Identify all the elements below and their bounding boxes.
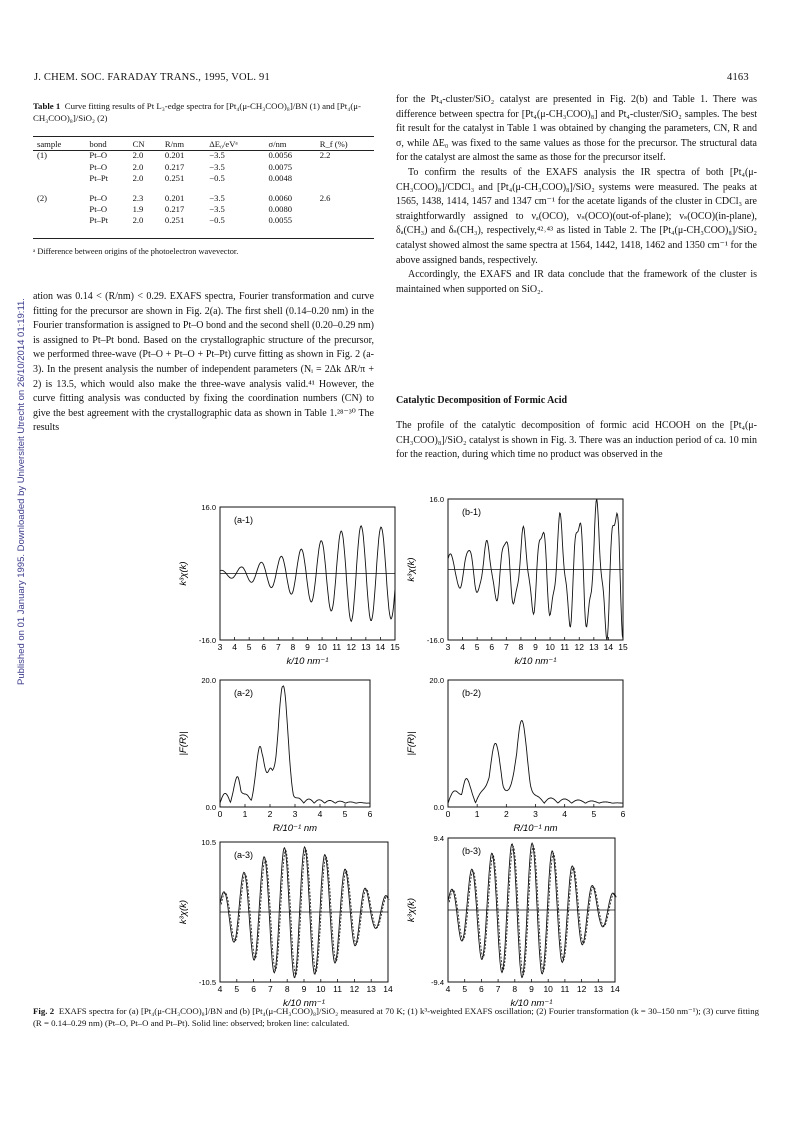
x-tick-label: 4 — [562, 809, 568, 819]
x-tick-label: 11 — [333, 984, 343, 994]
table-cell: 0.251 — [164, 215, 185, 226]
table-cell: 0.0060 — [268, 193, 293, 203]
right-column-text — [396, 93, 757, 297]
x-tick-label: 1 — [242, 809, 248, 819]
x-tick-label: 13 — [589, 642, 599, 652]
x-tick-label: 9 — [305, 642, 310, 652]
table-cell: Pt–O — [89, 150, 108, 161]
table-cell: −3.5 — [209, 161, 225, 172]
x-tick-label: 4 — [232, 642, 237, 652]
table-cell: −0.5 — [209, 173, 225, 184]
y-axis-label: k³χ(k) — [178, 561, 189, 586]
table-cell: (2) — [37, 193, 48, 203]
table-header-cell: CN — [132, 138, 145, 149]
table-cell: 0.251 — [164, 173, 185, 184]
y-tick-label: -16.0 — [198, 636, 216, 645]
panel-label: (b-2) — [462, 688, 482, 698]
x-tick-label: 14 — [375, 642, 386, 652]
table-cell: 0.201 — [164, 150, 185, 161]
x-tick-label: 15 — [618, 642, 628, 652]
table-cell: 2.0 — [132, 215, 144, 226]
table-cell: Pt–O — [89, 193, 108, 203]
x-tick-label: 13 — [361, 642, 371, 652]
y-tick-label: 0.0 — [433, 803, 444, 812]
table-cell: 1.9 — [132, 203, 144, 214]
x-tick-label: 4 — [445, 984, 451, 994]
table-cell: 0.217 — [164, 161, 185, 172]
x-tick-label: 10 — [316, 984, 326, 994]
panel-label: (b-3) — [462, 846, 482, 856]
plot-frame — [220, 680, 370, 807]
table-row — [33, 203, 374, 215]
table-header-cell: ΔE₀/eVᵃ — [209, 138, 238, 149]
x-tick-label: 0 — [445, 809, 451, 819]
y-axis-label: k³χ(k) — [406, 557, 417, 582]
x-tick-label: 1 — [474, 809, 480, 819]
paragraph: ation was 0.14 < (R/nm) < 0.29. EXAFS spectra, Fourier transformation and curve fitting for the precursor are shown in Fig. 2(a). The first shell (0.14–0.20 nm) in the Fourier transformation is assigned to Pt–O bond and the second shell (0.20–0.29 nm) is assigned to Pt–Pt bond. Based on the crystallographic structure of the precursor, we performed three-wave (Pt–O + Pt–O + Pt–Pt) curve fitting as shown in Fig. 2 (a-3). In the present analysis the number of independent parameters (Nᵢ = 2Δk ΔR/π + 2) is 13.5, which would also make the three-wave analysis valid.⁴¹ However, the curve fitting analysis was conducted by fixing the coordination numbers (CN) to give the best agreement with the crystallographic data as shown in Table 1.²⁸⁻³⁰ The results — [33, 291, 374, 434]
table-header-cell: sample — [37, 138, 62, 149]
y-tick-label: 0.0 — [205, 803, 216, 812]
x-axis-label: k/10 nm⁻¹ — [514, 656, 557, 667]
observed-line — [448, 721, 623, 804]
x-tick-label: 9 — [533, 642, 538, 652]
paragraph: for the Pt₄-cluster/SiO₂ catalyst are presented in Fig. 2(b) and Table 1. There was difference between spectra for [Pt₄(μ-CH₃COO)₈] and Pt₄-cluster/SiO₂ samples. The best fit result for the catalyst in Table 1 was obtained by changing the parameters, CN, R and σ, while ΔE₀ was fixed to the same values as those for the precursor. The structural data for the catalyst are almost the same as those for the precursor itself. — [396, 94, 757, 164]
x-tick-label: 8 — [284, 984, 290, 994]
right-column-text-2: The profile of the catalytic decomposition of formic acid HCOOH on the [Pt₄(μ-CH₃COO)₈]/SiO₂ catalyst is shown in Fig. 3. There was an induction period of ca. 10 min for the reaction, during which time no product was observed in the — [396, 420, 757, 461]
x-tick-label: 10 — [545, 642, 555, 652]
x-tick-label: 9 — [529, 984, 534, 994]
x-tick-label: 4 — [460, 642, 465, 652]
x-tick-label: 11 — [560, 642, 570, 652]
x-tick-label: 13 — [366, 984, 376, 994]
table-cell: Pt–O — [89, 203, 108, 214]
y-axis-label: k³χ(k) — [178, 899, 189, 925]
x-tick-label: 6 — [620, 809, 626, 819]
panel-label: (a-1) — [234, 515, 254, 525]
panel-label: (a-3) — [234, 850, 254, 860]
x-tick-label: 9 — [301, 984, 307, 994]
table-cell: Pt–O — [89, 161, 108, 172]
y-axis-label: |F(R)| — [406, 731, 417, 756]
table-cell: −3.5 — [209, 150, 225, 161]
table-cell: 0.201 — [164, 193, 185, 203]
x-tick-label: 10 — [543, 984, 553, 994]
paragraph: Accordingly, the EXAFS and IR data conclude that the framework of the cluster is maintained when supported on SiO₂. — [396, 269, 757, 295]
x-tick-label: 6 — [261, 642, 267, 652]
x-tick-label: 13 — [593, 984, 604, 994]
table-header-cell: σ/nm — [268, 138, 287, 149]
x-tick-label: 2 — [267, 809, 273, 819]
x-tick-label: 6 — [489, 642, 495, 652]
x-tick-label: 3 — [445, 642, 451, 652]
table-rule-bottom — [33, 238, 374, 239]
download-watermark: Published on 01 January 1995. Downloaded by Universiteit Utrecht on 26/10/2014 01:19:11. — [16, 298, 27, 685]
y-tick-label: 20.0 — [201, 676, 216, 685]
left-column-text — [33, 290, 374, 436]
table-header-cell: bond — [89, 138, 107, 149]
panel-label: (b-1) — [462, 507, 482, 517]
x-tick-label: 12 — [576, 984, 587, 994]
y-tick-label: -9.4 — [431, 978, 444, 987]
paragraph: To confirm the results of the EXAFS analysis the IR spectra of both [Pt₄(μ-CH₃COO)₈]/CDCl₃ and [Pt₄(μ-CH₃COO)₈]/SiO₂ systems were measured. The peaks at 1565, 1438, 1414, 1457 and 1347 cm⁻¹ for the acetate ligands of the cluster in CDCl₃ are straightforwardly assigned to νₐ(OCO), νₛ(OCO)(out-of-plane); νₛ(OCO)(in-plane), δₐ(CH₃) and δₛ(CH₃), respectively,⁴²˒⁴³ as listed in Table 2. The [Pt₄(μ-CH₃COO)₈]/SiO₂ catalyst showed almost the same spectra at 1564, 1442, 1418, 1462 and 1350 cm⁻¹ for the above assigned bands, respectively. — [396, 166, 757, 266]
x-tick-label: 5 — [234, 984, 240, 994]
table-cell: 0.0056 — [268, 150, 293, 161]
x-tick-label: 3 — [217, 642, 223, 652]
section-title: Catalytic Decomposition of Formic Acid — [396, 395, 568, 406]
table-cell: 2.0 — [132, 173, 144, 184]
x-tick-label: 14 — [383, 984, 393, 994]
x-tick-label: 6 — [479, 984, 484, 994]
y-tick-label: -16.0 — [426, 636, 444, 645]
table-cell — [316, 203, 374, 215]
x-tick-label: 5 — [474, 642, 480, 652]
table-rule-top — [33, 136, 374, 137]
table-cell — [33, 215, 85, 227]
table-cell: 2.6 — [319, 193, 331, 203]
x-tick-label: 15 — [390, 642, 400, 652]
x-tick-label: 5 — [591, 809, 597, 819]
observed-line — [220, 686, 370, 803]
table-cell: 0.217 — [164, 203, 185, 214]
table-cell: 0.0080 — [268, 203, 293, 214]
x-tick-label: 5 — [342, 809, 348, 819]
x-tick-label: 4 — [317, 809, 323, 819]
x-axis-label: R/10⁻¹ nm — [513, 823, 558, 834]
table1-caption: Table 1 Curve fitting results of Pt L₃-edge spectra for [Pt₄(μ-CH₃COO)₈]/BN (1) and [Pt₄(μ-CH₃COO)₈]/SiO₂ (2) — [33, 101, 361, 123]
table-cell — [33, 161, 85, 173]
y-tick-label: 9.4 — [433, 834, 444, 843]
table-header-cell: R_f (%) — [319, 138, 348, 149]
y-tick-label: 16.0 — [429, 495, 444, 504]
x-tick-label: 12 — [346, 642, 356, 652]
x-tick-label: 4 — [217, 984, 223, 994]
x-tick-label: 5 — [246, 642, 252, 652]
x-axis-label: k/10 nm⁻¹ — [283, 998, 325, 1009]
table-cell: 0.0055 — [268, 215, 293, 226]
x-tick-label: 11 — [332, 642, 342, 652]
table-cell: 2.2 — [319, 150, 331, 161]
table-header-row — [33, 138, 374, 150]
x-tick-label: 10 — [317, 642, 327, 652]
table-row — [33, 173, 374, 185]
table-cell — [33, 203, 85, 215]
x-tick-label: 7 — [275, 642, 281, 652]
y-tick-label: 16.0 — [201, 503, 216, 512]
table-header-cell: R/nm — [164, 138, 185, 149]
x-tick-label: 5 — [462, 984, 468, 994]
table-cell: (1) — [37, 150, 48, 161]
table-row — [33, 215, 374, 227]
y-tick-label: 10.5 — [201, 838, 216, 847]
table-cell: 0.0048 — [268, 173, 293, 184]
table-cell: 2.0 — [132, 150, 144, 161]
y-axis-label: k³χ(k) — [406, 897, 417, 923]
x-tick-label: 3 — [292, 809, 298, 819]
x-tick-label: 14 — [603, 642, 614, 652]
page-number: 4163 — [727, 72, 749, 83]
x-tick-label: 8 — [512, 984, 518, 994]
table-cell: Pt–Pt — [89, 173, 109, 184]
table-row — [33, 184, 374, 203]
table1-footnote: ᵃ Difference between origins of the photoelectron wavevector. — [33, 247, 239, 256]
table-cell — [316, 161, 374, 173]
x-axis-label: k/10 nm⁻¹ — [286, 656, 329, 667]
x-tick-label: 7 — [268, 984, 273, 994]
table-row — [33, 150, 374, 162]
journal-header: J. CHEM. SOC. FARADAY TRANS., 1995, VOL. 91 — [34, 72, 270, 83]
table-cell: −3.5 — [209, 203, 225, 214]
x-tick-label: 3 — [533, 809, 538, 819]
figure-caption: Fig. 2 EXAFS spectra for (a) [Pt₄(μ-CH₃COO)₈]/BN and (b) [Pt₄(μ-CH₃COO)₈]/SiO₂ measured at 70 K; (1) k³-weighted EXAFS oscillation; (2) Fourier transformation (k = 30–150 nm⁻¹); (3) curve fitting (R = 0.14–0.29 nm) (Pt–O, Pt–O and Pt–Pt). Solid line: observed; broken line: calculated. — [33, 1006, 760, 1028]
table-cell — [316, 173, 374, 185]
x-tick-label: 12 — [574, 642, 584, 652]
x-tick-label: 2 — [503, 809, 509, 819]
x-axis-label: k/10 nm⁻¹ — [510, 998, 553, 1009]
table-cell: 2.3 — [132, 193, 144, 203]
x-tick-label: 12 — [349, 984, 360, 994]
y-axis-label: |F(R)| — [178, 731, 189, 756]
x-tick-label: 11 — [560, 984, 570, 994]
x-tick-label: 14 — [610, 984, 620, 994]
figure-2 — [0, 490, 792, 1010]
table-cell: −0.5 — [209, 215, 225, 226]
table-cell: 2.0 — [132, 161, 144, 172]
y-tick-label: 20.0 — [429, 676, 444, 685]
x-tick-label: 0 — [217, 809, 223, 819]
table-cell: 0.0075 — [268, 161, 293, 172]
y-tick-label: -10.5 — [198, 978, 216, 987]
table-row — [33, 161, 374, 173]
table-cell — [316, 215, 374, 227]
x-tick-label: 7 — [503, 642, 509, 652]
x-tick-label: 7 — [495, 984, 501, 994]
x-tick-label: 6 — [251, 984, 256, 994]
table-cell: −3.5 — [209, 193, 225, 203]
table-cell — [33, 173, 85, 185]
table1 — [33, 138, 374, 226]
panel-label: (a-2) — [234, 688, 254, 698]
x-tick-label: 8 — [290, 642, 296, 652]
x-tick-label: 6 — [367, 809, 373, 819]
x-tick-label: 8 — [518, 642, 524, 652]
plot-frame — [448, 680, 623, 807]
x-axis-label: R/10⁻¹ nm — [272, 823, 318, 834]
table-cell: Pt–Pt — [89, 215, 109, 226]
